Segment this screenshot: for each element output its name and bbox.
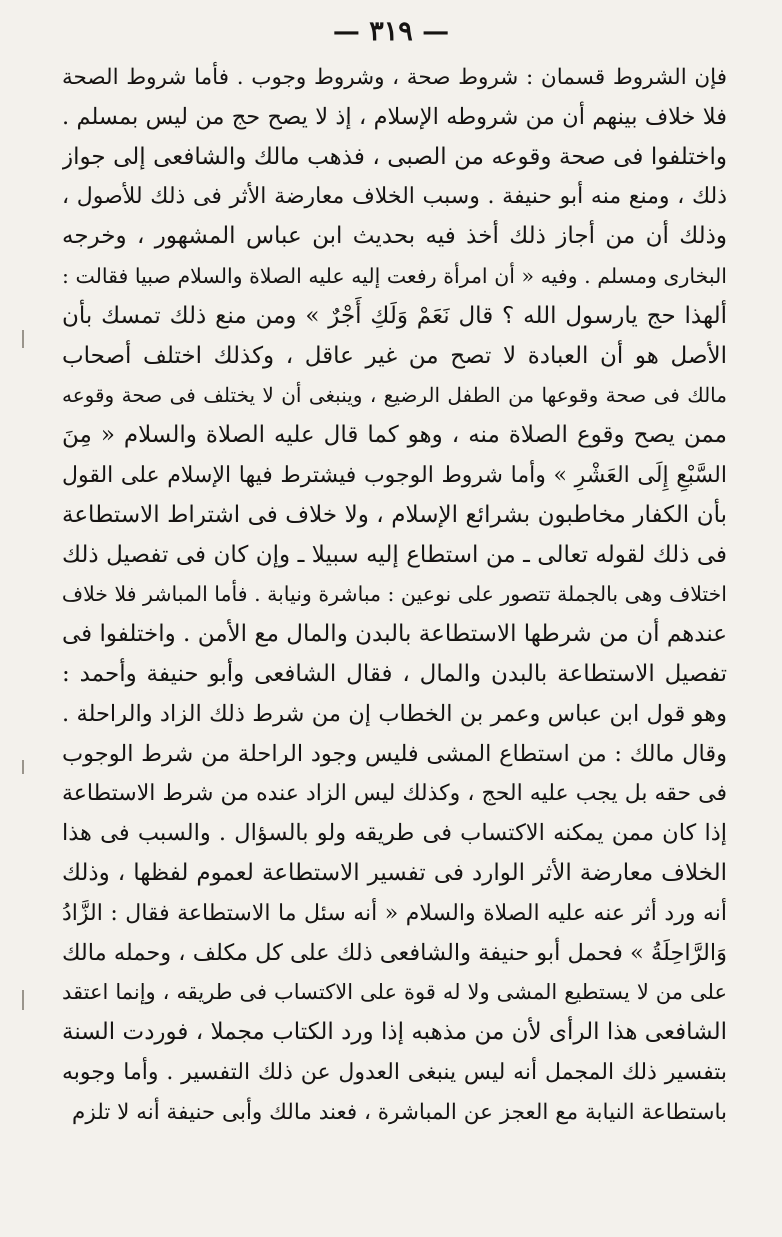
text-line: ممن يصح وقوع الصلاة منه ، وهو كما قال عليه الصلاة والسلام « مِنَ (62, 422, 727, 449)
text-line: باستطاعة النيابة مع العجز عن المباشرة ، فعند مالك وأبى حنيفة أنه لا تلزم (72, 1099, 727, 1125)
text-line: على من لا يستطيع المشى ولا له قوة على الاكتساب فى طريقه ، وإنما اعتقد (62, 980, 727, 1005)
text-line: عندهم أن من شرطها الاستطاعة بالبدن والمال مع الأمن . واختلفوا فى (62, 621, 727, 648)
text-line: السَّبْعِ إِلَى العَشْرِ » وأما شروط الوجوب فيشترط فيها الإسلام على القول (62, 462, 727, 488)
text-line: وهو قول ابن عباس وعمر بن الخطاب إن من شرط ذلك الزاد والراحلة . (62, 700, 727, 727)
text-line: فلا خلاف بينهم أن من شروطه الإسلام ، إذ لا يصح حج من ليس بمسلم . (62, 103, 727, 130)
page-number: — ٣١٩ — (332, 16, 450, 47)
text-line: الأصل هو أن العبادة لا تصح من غير عاقل ، وكذلك اختلف أصحاب (62, 342, 727, 369)
text-line: البخارى ومسلم . وفيه « أن امرأة رفعت إليه عليه الصلاة والسلام صبيا فقالت : (62, 263, 727, 288)
text-line: تفصيل الاستطاعة بالبدن والمال ، فقال الشافعى وأبو حنيفة وأحمد : (62, 660, 727, 687)
text-line: أنه ورد أثر عنه عليه الصلاة والسلام « أنه سئل ما الاستطاعة فقال : الزَّادُ (62, 900, 727, 926)
text-line: ألهذا حج يارسول الله ؟ قال نَعَمْ وَلَكِ أَجْرٌ » ومن منع ذلك تمسك بأن (62, 302, 727, 329)
text-line: إذا كان ممن يمكنه الاكتساب فى طريقه ولو بالسؤال . والسبب فى هذا (62, 820, 727, 847)
text-line: بتفسير ذلك المجمل أنه ليس ينبغى العدول عن ذلك التفسير . وأما وجوبه (62, 1059, 727, 1085)
text-line: فإن الشروط قسمان : شروط صحة ، وشروط وجوب . فأما شروط الصحة (62, 65, 727, 90)
margin-mark (22, 990, 24, 1010)
text-line: فى ذلك لقوله تعالى ـ من استطاع إليه سبيلا ـ وإن كان فى تفصيل ذلك (62, 541, 727, 568)
text-line: وذلك أن من أجاز ذلك أخذ فيه بحديث ابن عباس المشهور ، وخرجه (62, 223, 727, 250)
text-line: وقال مالك : من استطاع المشى فليس وجود الراحلة من شرط الوجوب (62, 740, 727, 767)
text-line: اختلاف وهى بالجملة تتصور على نوعين : مباشرة ونيابة . فأما المباشر فلا خلاف (62, 582, 727, 607)
text-line: ذلك ، ومنع منه أبو حنيفة . وسبب الخلاف معارضة الأثر فى ذلك للأصول ، (62, 184, 727, 210)
text-line: مالك فى صحة وقوعها من الطفل الرضيع ، وينبغى أن لا يختلف فى صحة وقوعه (62, 383, 727, 408)
text-line: الشافعى هذا الرأى لأن من مذهبه إذا ورد الكتاب مجملا ، فوردت السنة (62, 1019, 727, 1046)
body-text (62, 58, 727, 1133)
text-line: الخلاف معارضة الأثر الوارد فى تفسير الاستطاعة لعموم لفظها ، وذلك (62, 859, 727, 886)
text-line: فى حقه بل يجب عليه الحج ، وكذلك ليس الزاد عنده من شرط الاستطاعة (62, 781, 727, 807)
text-line: واختلفوا فى صحة وقوعه من الصبى ، فذهب مالك والشافعى إلى جواز (62, 143, 727, 170)
margin-mark (22, 330, 24, 348)
text-line: وَالرَّاحِلَةُ » فحمل أبو حنيفة والشافعى ذلك على كل مكلف ، وحمله مالك (62, 939, 727, 966)
text-line: بأن الكفار مخاطبون بشرائع الإسلام ، ولا خلاف فى اشتراط الاستطاعة (62, 501, 727, 528)
margin-mark (22, 760, 24, 774)
